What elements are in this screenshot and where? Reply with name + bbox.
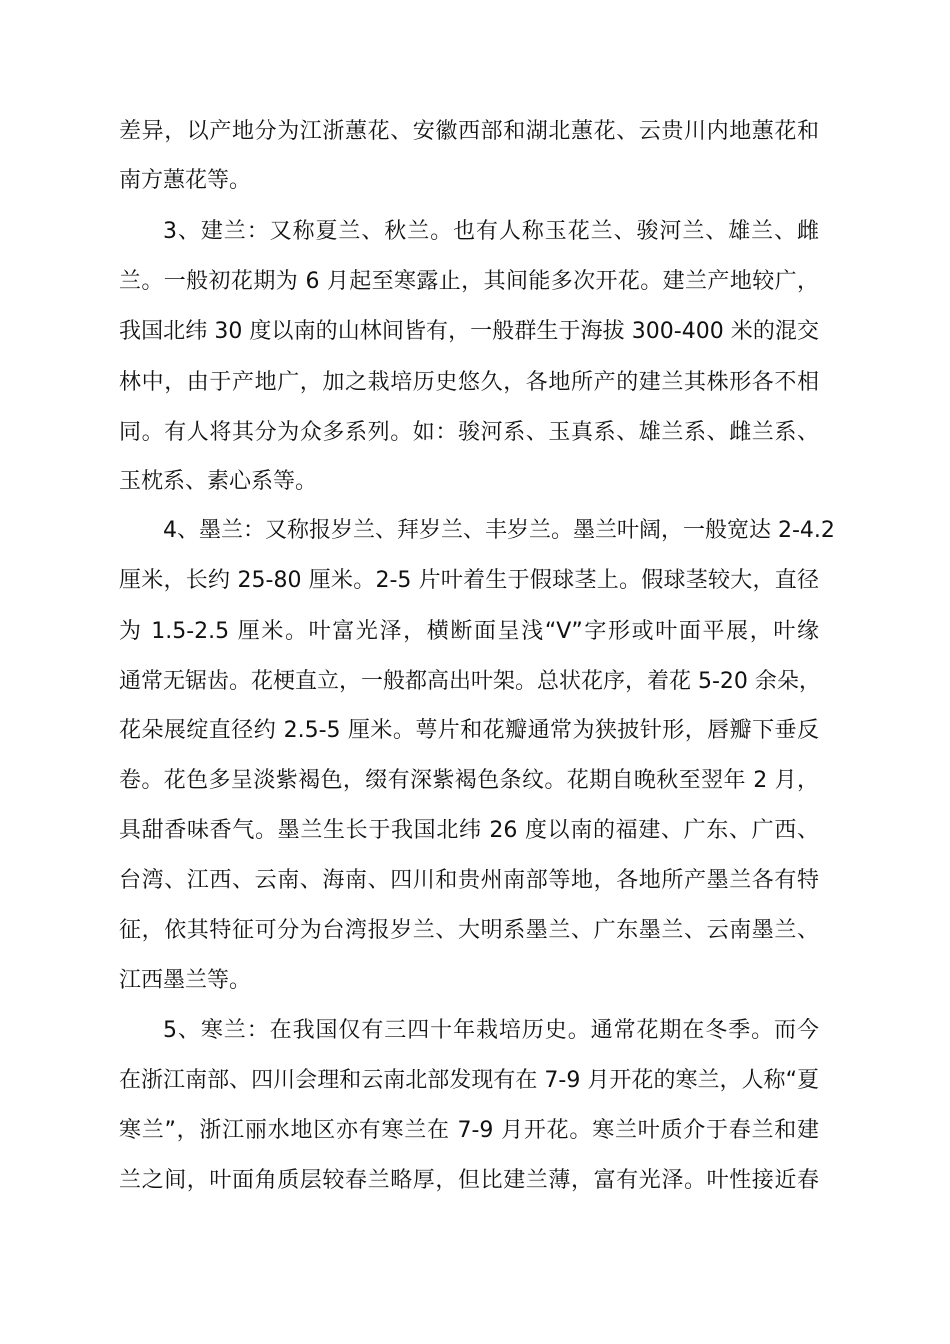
text-line: 兰之间，叶面角质层较春兰略厚，但比建兰薄，富有光泽。叶性接近春 — [119, 1168, 819, 1193]
text-line: 为 1.5-2.5 厘米。叶富光泽，横断面呈浅“V”字形或叶面平展，叶缘 — [119, 619, 819, 644]
paragraph-start-line: 3、建兰：又称夏兰、秋兰。也有人称玉花兰、骏河兰、雄兰、雌 — [163, 219, 819, 244]
paragraph-start-line: 4、墨兰：又称报岁兰、拜岁兰、丰岁兰。墨兰叶阔，一般宽达 2-4.2 — [163, 518, 835, 543]
text-line: 林中，由于产地广，加之栽培历史悠久，各地所产的建兰其株形各不相 — [119, 370, 819, 395]
text-line: 厘米，长约 25-80 厘米。2-5 片叶着生于假球茎上。假球茎较大，直径 — [119, 568, 819, 593]
text-line: 征，依其特征可分为台湾报岁兰、大明系墨兰、广东墨兰、云南墨兰、 — [119, 918, 819, 943]
text-line: 兰。一般初花期为 6 月起至寒露止，其间能多次开花。建兰产地较广， — [119, 269, 819, 294]
text-line: 在浙江南部、四川会理和云南北部发现有在 7-9 月开花的寒兰，人称“夏 — [119, 1068, 819, 1093]
text-line: 卷。花色多呈淡紫褐色，缀有深紫褐色条纹。花期自晚秋至翌年 2 月， — [119, 768, 819, 793]
text-line: 花朵展绽直径约 2.5-5 厘米。萼片和花瓣通常为狭披针形，唇瓣下垂反 — [119, 718, 819, 743]
text-line: 我国北纬 30 度以南的山林间皆有，一般群生于海拔 300-400 米的混交 — [119, 319, 819, 344]
text-line: 玉枕系、素心系等。 — [119, 469, 318, 494]
text-line: 台湾、江西、云南、海南、四川和贵州南部等地，各地所产墨兰各有特 — [119, 868, 819, 893]
text-line: 同。有人将其分为众多系列。如：骏河系、玉真系、雄兰系、雌兰系、 — [119, 420, 819, 445]
paragraph-start-line: 5、寒兰：在我国仅有三四十年栽培历史。通常花期在冬季。而今 — [163, 1018, 819, 1043]
text-line: 江西墨兰等。 — [119, 968, 252, 993]
text-line: 差异，以产地分为江浙蕙花、安徽西部和湖北蕙花、云贵川内地蕙花和 — [119, 119, 819, 144]
text-line: 具甜香味香气。墨兰生长于我国北纬 26 度以南的福建、广东、广西、 — [119, 818, 819, 843]
text-line: 通常无锯齿。花梗直立，一般都高出叶架。总状花序，着花 5-20 余朵， — [119, 669, 821, 694]
text-line: 南方蕙花等。 — [119, 168, 252, 193]
text-line: 寒兰”，浙江丽水地区亦有寒兰在 7-9 月开花。寒兰叶质介于春兰和建 — [119, 1118, 819, 1143]
